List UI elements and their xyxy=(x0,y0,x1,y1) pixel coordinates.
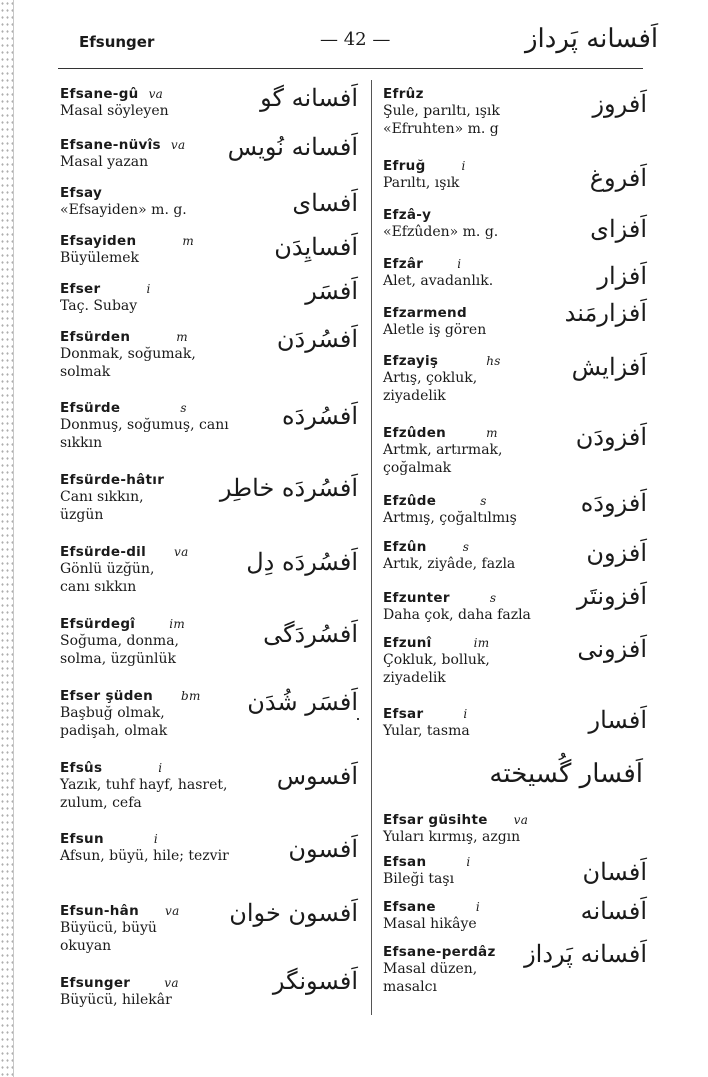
entry-definition: Donmak, soğumak, solmak xyxy=(60,346,196,380)
entry-arabic-script: اَفزودَه xyxy=(580,489,647,517)
entry-grammar: va xyxy=(165,904,180,918)
entry-definition: Masal hikâye xyxy=(383,916,477,932)
entry-grammar: im xyxy=(473,636,490,650)
entry-headword: Efsar i xyxy=(383,706,468,722)
entry-definition: Çokluk, bolluk, ziyadelik xyxy=(383,652,490,686)
entry-headword: Efsürde s xyxy=(60,400,187,416)
entry-grammar: i xyxy=(475,900,480,914)
entry-definition: Artış, çokluk, ziyadelik xyxy=(383,370,478,404)
entry-definition: «Efsayiden» m. g. xyxy=(60,202,187,218)
entry-grammar: i xyxy=(457,257,462,271)
entry-arabic-script: اَفزای xyxy=(590,215,647,243)
entry-definition: Büyülemek xyxy=(60,250,140,266)
binding-line xyxy=(13,0,14,1077)
entry-definition: Başbuğ olmak, padişah, olmak xyxy=(60,705,168,739)
header-rule-right xyxy=(385,68,643,69)
entry-grammar: va xyxy=(513,813,529,827)
entry-grammar: va xyxy=(170,138,186,152)
dictionary-entry xyxy=(383,86,651,158)
entry-headword: Efsürden m xyxy=(60,329,188,345)
entry-arabic-script: اَفزودَن xyxy=(575,423,647,451)
arabic-phrase-heading xyxy=(383,750,651,812)
entry-definition: Masal yazan xyxy=(60,154,149,170)
entry-headword: Efsunger va xyxy=(60,975,179,991)
entry-arabic-script: اَفسان xyxy=(582,858,647,886)
entry-headword: Efsürdegî im xyxy=(60,616,186,632)
entry-headword: Efsane-nüvîs va xyxy=(60,137,186,153)
dictionary-entry xyxy=(60,688,360,760)
entry-arabic-script: اَفزونتَر xyxy=(576,582,647,610)
entry-definition: Artık, ziyâde, fazla xyxy=(383,556,516,572)
entry-grammar: i xyxy=(461,159,466,173)
entry-grammar: bm xyxy=(181,689,201,703)
entry-definition: Aletle iş gören xyxy=(383,322,487,338)
entry-arabic-script: اَفسون xyxy=(288,835,358,863)
entry-headword: Efsayiden m xyxy=(60,233,195,249)
dictionary-entry xyxy=(383,706,651,750)
page-header xyxy=(0,0,708,80)
entry-arabic-script: اَفروز xyxy=(592,90,647,118)
dictionary-entry xyxy=(60,472,360,544)
entry-definition: Gönlü üzğün, canı sıkkın xyxy=(60,561,155,595)
entry-definition: Parıltı, ışık xyxy=(383,175,460,191)
entry-grammar: s xyxy=(462,540,470,554)
entry-definition: Artmış, çoğaltılmış xyxy=(383,510,517,526)
dictionary-entry xyxy=(60,86,360,137)
entry-arabic-script: اَفسایِدَن xyxy=(274,233,358,261)
dictionary-entry xyxy=(383,207,651,256)
entry-definition: Alet, avadanlık. xyxy=(383,273,494,289)
page-number: — 42 — xyxy=(320,29,391,50)
dictionary-entry xyxy=(383,425,651,493)
dictionary-entry xyxy=(383,854,651,899)
entry-arabic-script: اَفسون خوان xyxy=(229,899,358,927)
entry-definition: Masal düzen, masalcı xyxy=(383,961,478,995)
entry-headword: Efzunter s xyxy=(383,590,497,606)
right-column xyxy=(383,86,651,1004)
entry-arabic-script: اَفزونی xyxy=(577,635,647,663)
dictionary-entry xyxy=(60,616,360,688)
entry-headword: Efzunî im xyxy=(383,635,490,651)
entry-grammar: i xyxy=(463,707,468,721)
entry-arabic-script: اَفسَر xyxy=(305,277,358,305)
entry-grammar: hs xyxy=(486,354,501,368)
entry-headword: Efsane-gû va xyxy=(60,86,164,102)
column-divider xyxy=(371,80,372,1015)
dictionary-entry xyxy=(60,185,360,233)
entry-definition: Canı sıkkın, üzgün xyxy=(60,489,144,523)
entry-arabic-script: اَفروغ xyxy=(589,164,647,192)
dictionary-entry xyxy=(60,400,360,472)
dictionary-entry xyxy=(60,831,360,903)
entry-headword: Efzâr i xyxy=(383,256,462,272)
guide-word-right-arabic: اَفسانه پَرداز xyxy=(525,24,659,54)
dictionary-entry xyxy=(60,967,360,1025)
entry-grammar: m xyxy=(182,234,195,248)
entry-arabic-script: اَفزارمَند xyxy=(564,299,647,327)
entry-headword: Efzâ-y xyxy=(383,207,432,223)
entry-grammar: m xyxy=(176,330,188,344)
entry-arabic-script: اَفسَر شُدَن xyxy=(247,688,358,716)
entry-headword: Efzarmend xyxy=(383,305,467,321)
entry-headword: Efrûz xyxy=(383,86,424,102)
entry-headword: Efsan i xyxy=(383,854,471,870)
entry-definition: Şule, parıltı, ışık «Efruhten» m. g xyxy=(383,103,500,137)
entry-grammar: s xyxy=(480,494,487,508)
header-rule-left xyxy=(58,68,386,69)
entry-definition: Büyücü, hilekâr xyxy=(60,992,172,1008)
entry-definition: Artmk, artırmak, çoğalmak xyxy=(383,442,503,476)
entry-grammar: va xyxy=(148,87,164,101)
entry-arabic-script: اَفسانه پَرداز xyxy=(524,940,647,968)
entry-headword: Efser şüden bm xyxy=(60,688,201,704)
entry-arabic-script: اَفسار xyxy=(588,706,647,734)
dictionary-entry xyxy=(383,158,651,207)
entry-grammar: s xyxy=(180,401,187,415)
entry-arabic-script: اَفسُردَگی xyxy=(263,620,358,648)
dictionary-entry xyxy=(383,489,651,539)
dictionary-entry xyxy=(60,760,360,831)
entry-arabic-script: اَفسُردَه دِل xyxy=(246,548,358,576)
entry-definition: Daha çok, daha fazla xyxy=(383,607,531,623)
entry-arabic-script: اَفسُردَن xyxy=(276,325,358,353)
entry-arabic-script: اَفزار xyxy=(597,262,647,290)
entry-headword: Efzûde s xyxy=(383,493,487,509)
entry-headword: Efsûs i xyxy=(60,760,163,776)
entry-headword: Efsane-perdâz xyxy=(383,944,496,960)
phrase-arabic-script: اَفسار گُسیخته xyxy=(489,759,643,789)
entry-definition: Yular, tasma xyxy=(383,723,470,739)
entry-definition: Yazık, tuhf hayf, hasret, zulum, cefa xyxy=(60,777,228,811)
entry-headword: Efzayiş hs xyxy=(383,353,501,369)
entry-grammar: va xyxy=(164,976,179,990)
entry-definition: «Efzûden» m. g. xyxy=(383,224,499,240)
entry-grammar: i xyxy=(153,832,158,846)
entry-headword: Efzûn s xyxy=(383,539,470,555)
dictionary-entry xyxy=(60,325,360,400)
entry-headword: Efruğ i xyxy=(383,158,466,174)
dictionary-entry xyxy=(60,277,360,329)
entry-arabic-script: اَفسای xyxy=(292,189,358,217)
entry-arabic-script: اَفسانه گو xyxy=(260,84,358,112)
dictionary-entry xyxy=(383,299,651,353)
entry-grammar: i xyxy=(466,855,471,869)
entry-arabic-script: اَفسانه xyxy=(580,897,647,925)
dictionary-entry xyxy=(60,133,360,185)
dictionary-entry xyxy=(383,582,651,635)
entry-arabic-script: اَفسوس xyxy=(276,762,358,790)
entry-grammar: s xyxy=(489,591,497,605)
entry-headword: Efsürde-dil va xyxy=(60,544,189,560)
entry-headword: Efsar güsihte va xyxy=(383,812,529,828)
entry-definition: Masal söyleyen xyxy=(60,103,169,119)
entry-arabic-script: اَفسُردَه خاطِر xyxy=(219,474,358,502)
entry-definition: Donmuş, soğumuş, canı sıkkın xyxy=(60,417,229,451)
entry-headword: Efsürde-hâtır xyxy=(60,472,165,488)
left-column xyxy=(60,86,360,1025)
entry-headword: Efsun-hân va xyxy=(60,903,180,919)
entry-grammar: m xyxy=(486,426,498,440)
entry-definition: Afsun, büyü, hile; tezvir xyxy=(60,848,229,864)
entry-grammar: im xyxy=(169,617,186,631)
entry-headword: Efser i xyxy=(60,281,151,297)
page-binding-edge xyxy=(0,0,14,1077)
entry-headword: Efsun i xyxy=(60,831,158,847)
entry-arabic-script: اَفسونگر xyxy=(272,967,358,995)
dictionary-entry xyxy=(383,940,651,1004)
entry-arabic-script: اَفزایش xyxy=(571,353,647,381)
entry-grammar: va xyxy=(174,545,189,559)
entry-definition: Taç. Subay xyxy=(60,298,138,314)
entry-headword: Efzûden m xyxy=(383,425,498,441)
entry-definition: Bileği taşı xyxy=(383,871,455,887)
dictionary-entry xyxy=(383,635,651,706)
entry-definition: Soğuma, donma, solma, üzgünlük xyxy=(60,633,179,667)
entry-headword: Efsay xyxy=(60,185,103,201)
dictionary-entry xyxy=(60,544,360,616)
entry-arabic-script: اَفزون xyxy=(586,539,647,567)
entry-arabic-script: اَفسُردَه xyxy=(281,402,358,430)
dictionary-entry xyxy=(383,353,651,425)
entry-definition: Yuları kırmış, azgın xyxy=(383,829,521,845)
guide-word-left: Efsunger xyxy=(79,33,155,51)
entry-arabic-script: اَفسانه نُویس xyxy=(227,133,358,161)
entry-grammar: i xyxy=(146,282,151,296)
entry-headword: Efsane i xyxy=(383,899,480,915)
entry-grammar: i xyxy=(158,761,163,775)
dictionary-entry xyxy=(60,233,360,281)
entry-definition: Büyücü, büyü okuyan xyxy=(60,920,157,954)
dictionary-entry xyxy=(383,812,651,854)
